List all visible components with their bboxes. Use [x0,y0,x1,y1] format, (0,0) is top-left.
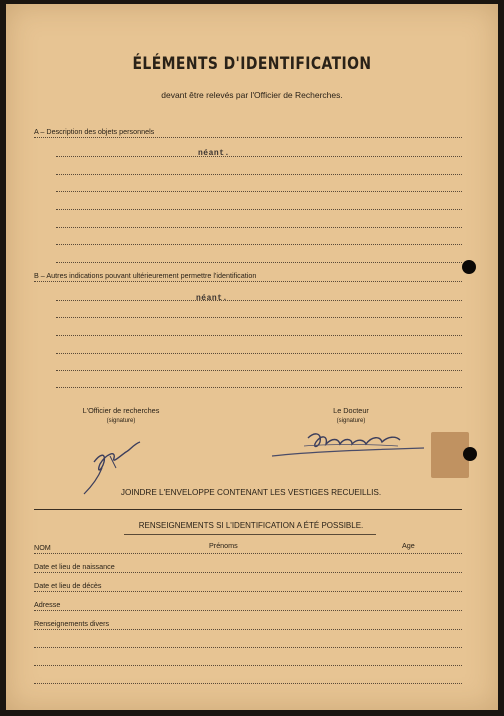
rule-b-4 [56,353,462,354]
rule-b-1 [56,300,462,301]
page-title: ÉLÉMENTS D'IDENTIFICATION [132,54,372,74]
doctor-signature-caption: (signature) [336,418,366,424]
rule-a-1 [56,156,462,157]
doctor-label: Le Docteur [333,406,369,415]
section-b-typed-value: néant. [196,294,228,303]
rule-deces [34,591,462,592]
punch-hole-lower [463,447,477,461]
rule-a-4 [56,209,462,210]
prenoms-label: Prénoms [206,541,241,551]
deces-label: Date et lieu de décès [34,581,105,591]
rule-b-5 [56,370,462,371]
section-divider [34,509,462,510]
rule-a-3 [56,191,462,192]
divers-label: Renseignements divers [34,619,112,629]
rule-divers [34,629,462,630]
rule-a-5 [56,227,462,228]
rule-a-2 [56,174,462,175]
officer-signature-caption: (signature) [106,418,136,424]
identification-heading: RENSEIGNEMENTS SI L'IDENTIFICATION A ÉTÉ POSSIBLE. [138,521,364,530]
section-b-label: B – Autres indications pouvant ultérieurement permettre l'identification [34,271,259,281]
officer-label: L'Officier de recherches [82,406,160,415]
heading-underline [124,534,376,535]
punch-hole [462,260,476,274]
rule-adresse [34,610,462,611]
rule-b-2 [56,317,462,318]
rule-extra-1 [34,647,462,648]
envelope-instruction: JOINDRE L'ENVELOPPE CONTENANT LES VESTIGES RECUEILLIS. [120,488,382,497]
rule-b-3 [56,335,462,336]
rule-a-0 [34,137,462,138]
rule-naissance [34,572,462,573]
rule-b-6 [56,387,462,388]
nom-label: NOM [34,543,54,553]
rule-nom [34,553,462,554]
rule-a-7 [56,262,462,263]
page-subtitle: devant être relevés par l'Officier de Recherches. [161,90,343,100]
document-page [6,4,498,710]
section-a-typed-value: néant. [198,149,230,158]
age-label: Age [399,541,418,551]
doctor-signature-icon [268,424,428,464]
naissance-label: Date et lieu de naissance [34,562,118,572]
rule-a-6 [56,244,462,245]
rule-b-0 [34,281,462,282]
rule-extra-3 [34,683,462,684]
section-a-label: A – Description des objets personnels [34,127,157,137]
rule-extra-2 [34,665,462,666]
adresse-label: Adresse [34,600,63,610]
